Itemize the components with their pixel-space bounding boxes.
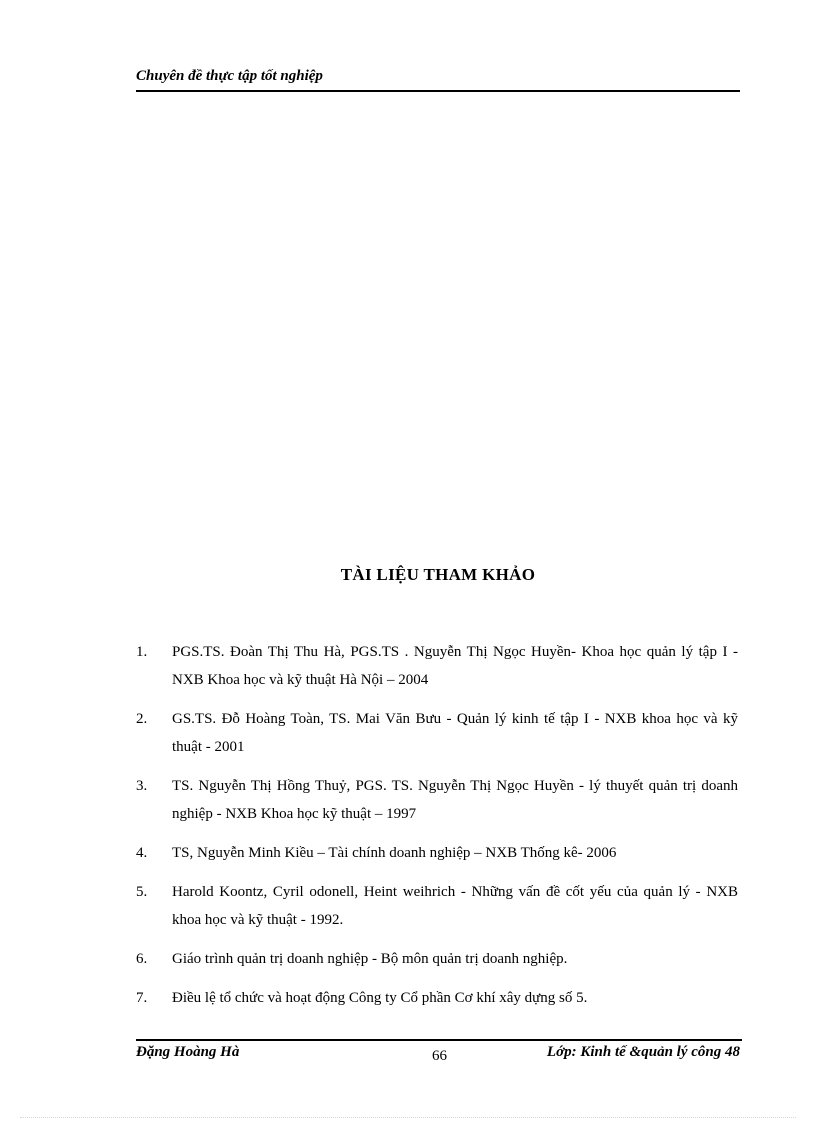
reference-item <box>136 878 738 934</box>
reference-text: Harold Koontz, Cyril odonell, Heint weihrich - Những vấn đề cốt yếu của quản lý - NXB khoa học và kỹ thuật - 1992. <box>172 884 738 928</box>
reference-item <box>136 705 738 761</box>
footer-author: Đặng Hoàng Hà <box>136 1044 240 1060</box>
reference-number: 2. <box>136 711 148 727</box>
reference-number: 1. <box>136 644 148 660</box>
reference-number: 6. <box>136 951 148 967</box>
reference-number: 4. <box>136 845 148 861</box>
page-header: Chuyên đề thực tập tốt nghiệp <box>136 68 323 84</box>
reference-item <box>136 638 738 694</box>
reference-item <box>136 984 738 1012</box>
reference-item <box>136 839 738 867</box>
reference-text: GS.TS. Đỗ Hoàng Toàn, TS. Mai Văn Bưu - Quản lý kinh tế tập I - NXB khoa học và kỹ thuật - 2001 <box>172 711 738 755</box>
page-footer <box>136 1044 740 1066</box>
reference-list <box>136 638 738 1023</box>
reference-number: 3. <box>136 778 148 794</box>
reference-text: PGS.TS. Đoàn Thị Thu Hà, PGS.TS . Nguyễn Thị Ngọc Huyền- Khoa học quản lý tập I - NXB Khoa học và kỹ thuật Hà Nội – 2004 <box>172 644 738 688</box>
reference-text: TS. Nguyễn Thị Hồng Thuỷ, PGS. TS. Nguyễn Thị Ngọc Huyền - lý thuyết quản trị doanh nghiệp - NXB Khoa học kỹ thuật – 1997 <box>172 778 738 822</box>
reference-item <box>136 945 738 973</box>
reference-text: Điều lệ tổ chức và hoạt động Công ty Cổ phần Cơ khí xây dựng số 5. <box>172 990 588 1006</box>
reference-text: TS, Nguyễn Minh Kiều – Tài chính doanh nghiệp – NXB Thống kê- 2006 <box>172 845 617 861</box>
reference-text: Giáo trình quản trị doanh nghiệp - Bộ môn quản trị doanh nghiệp. <box>172 951 568 967</box>
reference-number: 5. <box>136 884 148 900</box>
footer-class: Lớp: Kinh tế &quản lý công 48 <box>546 1044 740 1060</box>
page-number: 66 <box>432 1048 447 1064</box>
footer-rule <box>136 1039 742 1041</box>
page-bottom-border <box>20 1117 796 1118</box>
reference-number: 7. <box>136 990 148 1006</box>
page-title: TÀI LIỆU THAM KHẢO <box>340 565 536 584</box>
reference-item <box>136 772 738 828</box>
header-rule <box>136 90 740 92</box>
